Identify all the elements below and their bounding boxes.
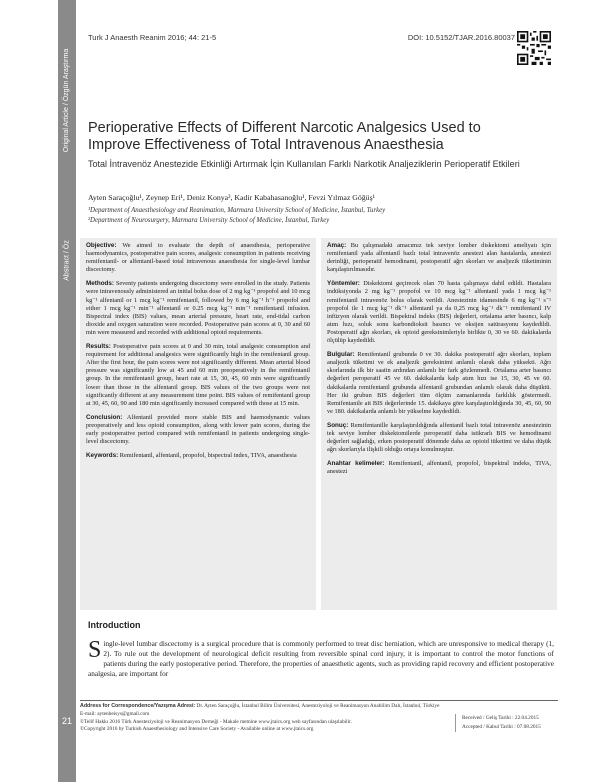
affiliation-1: ¹Department of Anaesthesiology and Reanimation, Marmara University School of Medicine, İstanbul, Turkey: [88, 207, 386, 214]
article-type-label: Original Article / Özgün Araştırma: [63, 48, 71, 152]
abstract-english: [80, 238, 316, 610]
accepted-date: Accepted / Kabul Tarihi : 07.08.2015: [462, 724, 541, 730]
keywords-section: Keywords: Remifentanil, alfentanil, propofol, bispectral index, TIVA, anaesthesia: [86, 452, 297, 460]
anahtar-kelimeler-section: Anahtar kelimeler: Remifentanil, alfentanil, propofol, bispektral indeks, TIVA, anestezi: [327, 460, 551, 476]
methods-section: Methods: Seventy patients undergoing discectomy were enrolled in the study. Patients were intravenously administered an initial bolus dose of 2 mg kg⁻¹ propofol and 10 mcg kg⁻¹ alfentanil or 1 mcg kg⁻¹ remifentanil, followed by 6 mg kg⁻¹ h⁻¹ propofol and either 1 mcg kg⁻¹ min⁻¹ alfentanil or 0.25 mcg kg⁻¹ min⁻¹ remifentanil infusion. Bispectral index (BIS) values, mean arterial pressure, heart rate, end-tidal carbon dioxide and oxygen saturation were recorded. Postoperative pain scores at 0, 30 and 60 min were measured and recorded with additional opioid requirements.: [86, 280, 310, 336]
footer-divider: [80, 700, 558, 701]
dates-block: [455, 714, 564, 732]
abstract-turkish: [321, 238, 557, 610]
yontem-section: Yöntemler: Diskektomi geçirecek olan 70 hasta çalışmaya dahil edildi. Hastalara indüksiyonda 2 mg kg⁻¹ propofol ve 10 mcg kg⁻¹ alfentanil yada 1 mcg kg⁻¹ remifentanil intravenöz bolus olarak verildi. Anestezinin idamesinde 6 mg kg⁻¹ s⁻¹ propofol ile 1 mcg kg⁻¹ dk⁻¹ alfentanil ya da 0,25 mcg kg⁻¹ dk⁻¹ remifentanil IV infüzyon olarak verildi. Bispektral indeks (BIS) değerleri, ortalama arter basıncı, kalp atım hızı, soluk sonu karbondioksit basıncı ve oksijen satürasyonu kaydedildi. Postoperatif ağrı skorları, ek opioid gereksinimleriyle birlikte 0, 30 ve 60. dakikalarda ölçülüp kaydedildi.: [327, 280, 551, 345]
received-date: Received / Geliş Tarihi : 22.04.2015: [462, 715, 539, 721]
correspondence-block: Address for Correspondence/Yazışma Adresi: Dr. Ayten Saraçoğlu, İstanbul Bilim Üniversitesi, Anesteziyoloji ve Reanimasyon Anabilim Dalı, İstanbul, Türkiye E-mail: aytenbeisys@gmail.com ©Telif Hakkı 2016 Türk Anesteziyoloji ve Reanimasyon Derneği - Makale metnine www.jtaics.org web sayfasından ulaşılabilir. ©Copyright 2016 by Turkish Anaesthesiology and Intensive Care Society - Available online at www.jtaics.org: [80, 703, 440, 733]
objective-section: Objective: We aimed to evaluate the depth of anaesthesia, perioperative haemodynamics, postoperative pain scores, analgesic consumption in patients receiving remifentanil- or alfentanil-based total intravenous anaesthesia for single-level lumbar discectomy.: [86, 242, 310, 274]
results-section: Results: Postoperative pain scores at 0 and 30 min, total analgesic consumption and requirement for additional analgesics were significantly high in the remifentanil group. After the first hour, the pain scores were not significantly different. Mean arterial blood pressure was significantly low at 45 and 60 min preoperatively in the remifentanil group. In the remifentanil group, heart rate at 15, 30, 45, 60 min were significantly lower than those in the alfentanil group. BIS values of the two groups were not significantly different at any measurement time point. BIS values of remifentanil group at 30, 45, 60, 90 and 180 min significantly increased compared with those at 15 min.: [86, 343, 310, 407]
qr-code-icon: [517, 31, 551, 65]
article-subtitle: Total İntravenöz Anestezide Etkinliği Artırmak İçin Kullanılan Farklı Narkotik Analjeziklerin Perioperatif Etkileri: [88, 159, 520, 169]
journal-citation: Turk J Anaesth Reanim 2016; 44: 21-5: [88, 33, 217, 42]
introduction-heading: Introduction: [88, 620, 141, 630]
introduction-paragraph: Single-level lumbar discectomy is a surgical procedure that is commonly performed to treat disc herniation, which are unresponsive to medical therapy (1, 2). To rule out the development of neurological deficit resulting from reversible spinal cord injury, it is important to control the motor functions of patients during the early postoperative period. Therefore, the properties of anaesthetic agents, such as providing rapid recovery and efficient postoperative analgesia, are important for: [88, 637, 554, 678]
author-list: Ayten Saraçoğlu¹, Zeynep Eri¹, Deniz Konya², Kadir Kabahasanoğlu¹, Fevzi Yılmaz Göğüş¹: [88, 193, 375, 202]
doi: DOI: 10.5152/TJAR.2016.80037: [407, 33, 515, 42]
page-number: 21: [61, 716, 72, 726]
affiliation-2: ²Department of Neurosurgery, Marmara University School of Medicine, İstanbul, Turkey: [88, 217, 330, 224]
amac-section: Amaç: Bu çalışmadaki amacımız tek seviye lomber diskektomi ameliyatı için remifentanil yada alfentanil bazlı total intravenöz anestezi alan hastalarda, anestezi derinliği, perioperatif hemodinami, postoperatif ağrı skorları ve analjezik tüketiminin karşılaştırılmasıdır.: [327, 242, 552, 274]
article-title: Perioperative Effects of Different Narcotic Analgesics Used to Improve Effectiveness of Total Intravenous Anaesthesia: [88, 120, 481, 153]
conclusion-section: Conclusion: Alfentanil provided more stable BIS and haemodynamic values preoperatively and less opioid consumption, along with lower pain scores, during the early postoperative period compared with remifentanil in patients undergoing single-level discectomy.: [86, 413, 310, 446]
sonuc-section: Sonuç: Remifentanille karşılaştırıldığında alfentanil bazlı total intravenöz anestezinin tek seviye lomber diskektomilerde peroperatif daha istikrarlı BIS ve hemodinami değerleri sağladığı, erken postoperatif dönemde daha az opioid tüketimi ve daha düşük ağrı skorlarıyla ilişkili olduğu ortaya konulmuştur.: [327, 421, 552, 454]
bulgular-section: Bulgular: Remifentanil grubunda 0 ve 30. dakika postoperatif ağrı skorları, toplam analjezik tüketimi ve ek analjezik gereksinimi anlamlı olarak daha yüksekti. Ağrı skorlarında ilk bir saatin ardından anlamlı bir fark gözlenmedi. Ortalama arter basıncı değerleri peroperatif 45 ve 60. dakikalarda kalp atım hızı ise 15, 30, 45 ve 60. dakikalarda remifentanil grubunda alfentanil grubundan anlamlı olarak daha düşüktü. Her iki grubun BIS değerleri tüm ölçüm zamanlarında farklılık göstermedi. Remifentanile ait BIS değerlerinde 15. dakikaya göre karşılaştırıldığında 30, 45, 60, 90 ve 180. dakikalarda anlamlı bir yükselme kaydedildi.: [327, 351, 551, 415]
abstract-label: Abstract / Öz: [63, 239, 71, 281]
drop-cap: S: [88, 637, 102, 663]
